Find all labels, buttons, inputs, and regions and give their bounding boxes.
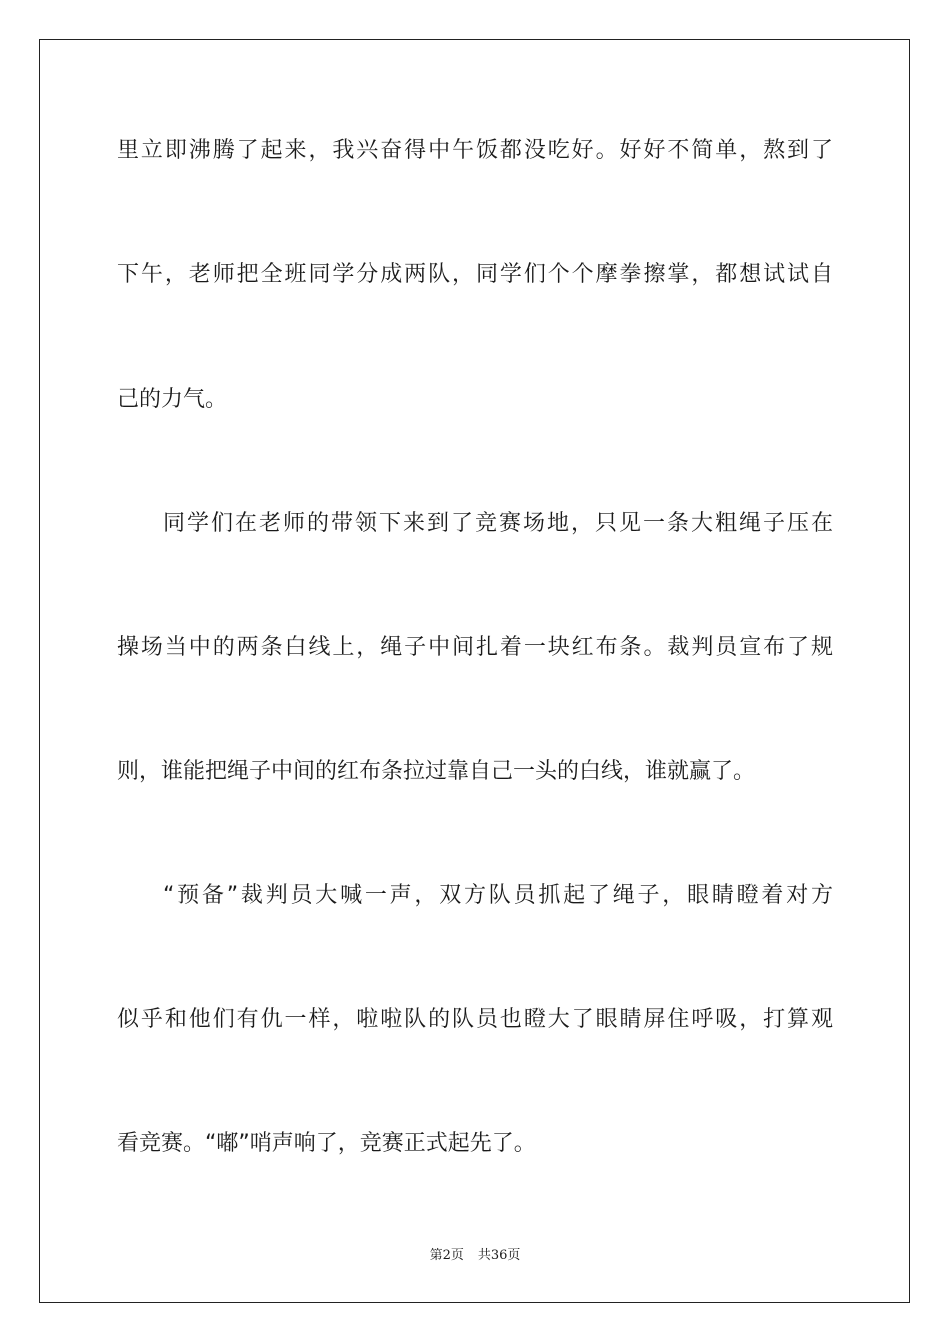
text-line-5: 操场当中的两条白线上，绳子中间扎着一块红布条。裁判员宣布了规 bbox=[117, 635, 833, 660]
text-line-3: 己的力气。 bbox=[117, 387, 228, 412]
text-line-2: 下午，老师把全班同学分成两队，同学们个个摩拳擦掌，都想试试自 bbox=[117, 262, 833, 287]
page-total: 共36页 bbox=[477, 1248, 521, 1263]
page-number: 第2页 bbox=[429, 1248, 464, 1263]
text-line-4: 同学们在老师的带领下来到了竞赛场地，只见一条大粗绳子压在 bbox=[163, 511, 833, 536]
text-line-8: 似乎和他们有仇一样，啦啦队的队员也瞪大了眼睛屏住呼吸，打算观 bbox=[117, 1007, 833, 1032]
text-line-1: 里立即沸腾了起来，我兴奋得中午饭都没吃好。好好不简单，熬到了 bbox=[117, 138, 833, 163]
page-footer bbox=[0, 1246, 950, 1266]
text-line-9: 看竞赛。“嘟”哨声响了，竞赛正式起先了。 bbox=[117, 1131, 536, 1156]
text-line-6: 则，谁能把绳子中间的红布条拉过靠自己一头的白线，谁就赢了。 bbox=[117, 759, 756, 784]
text-line-7: “预备”裁判员大喊一声，双方队员抓起了绳子，眼睛瞪着对方 bbox=[163, 883, 833, 908]
page-frame bbox=[39, 39, 910, 1303]
